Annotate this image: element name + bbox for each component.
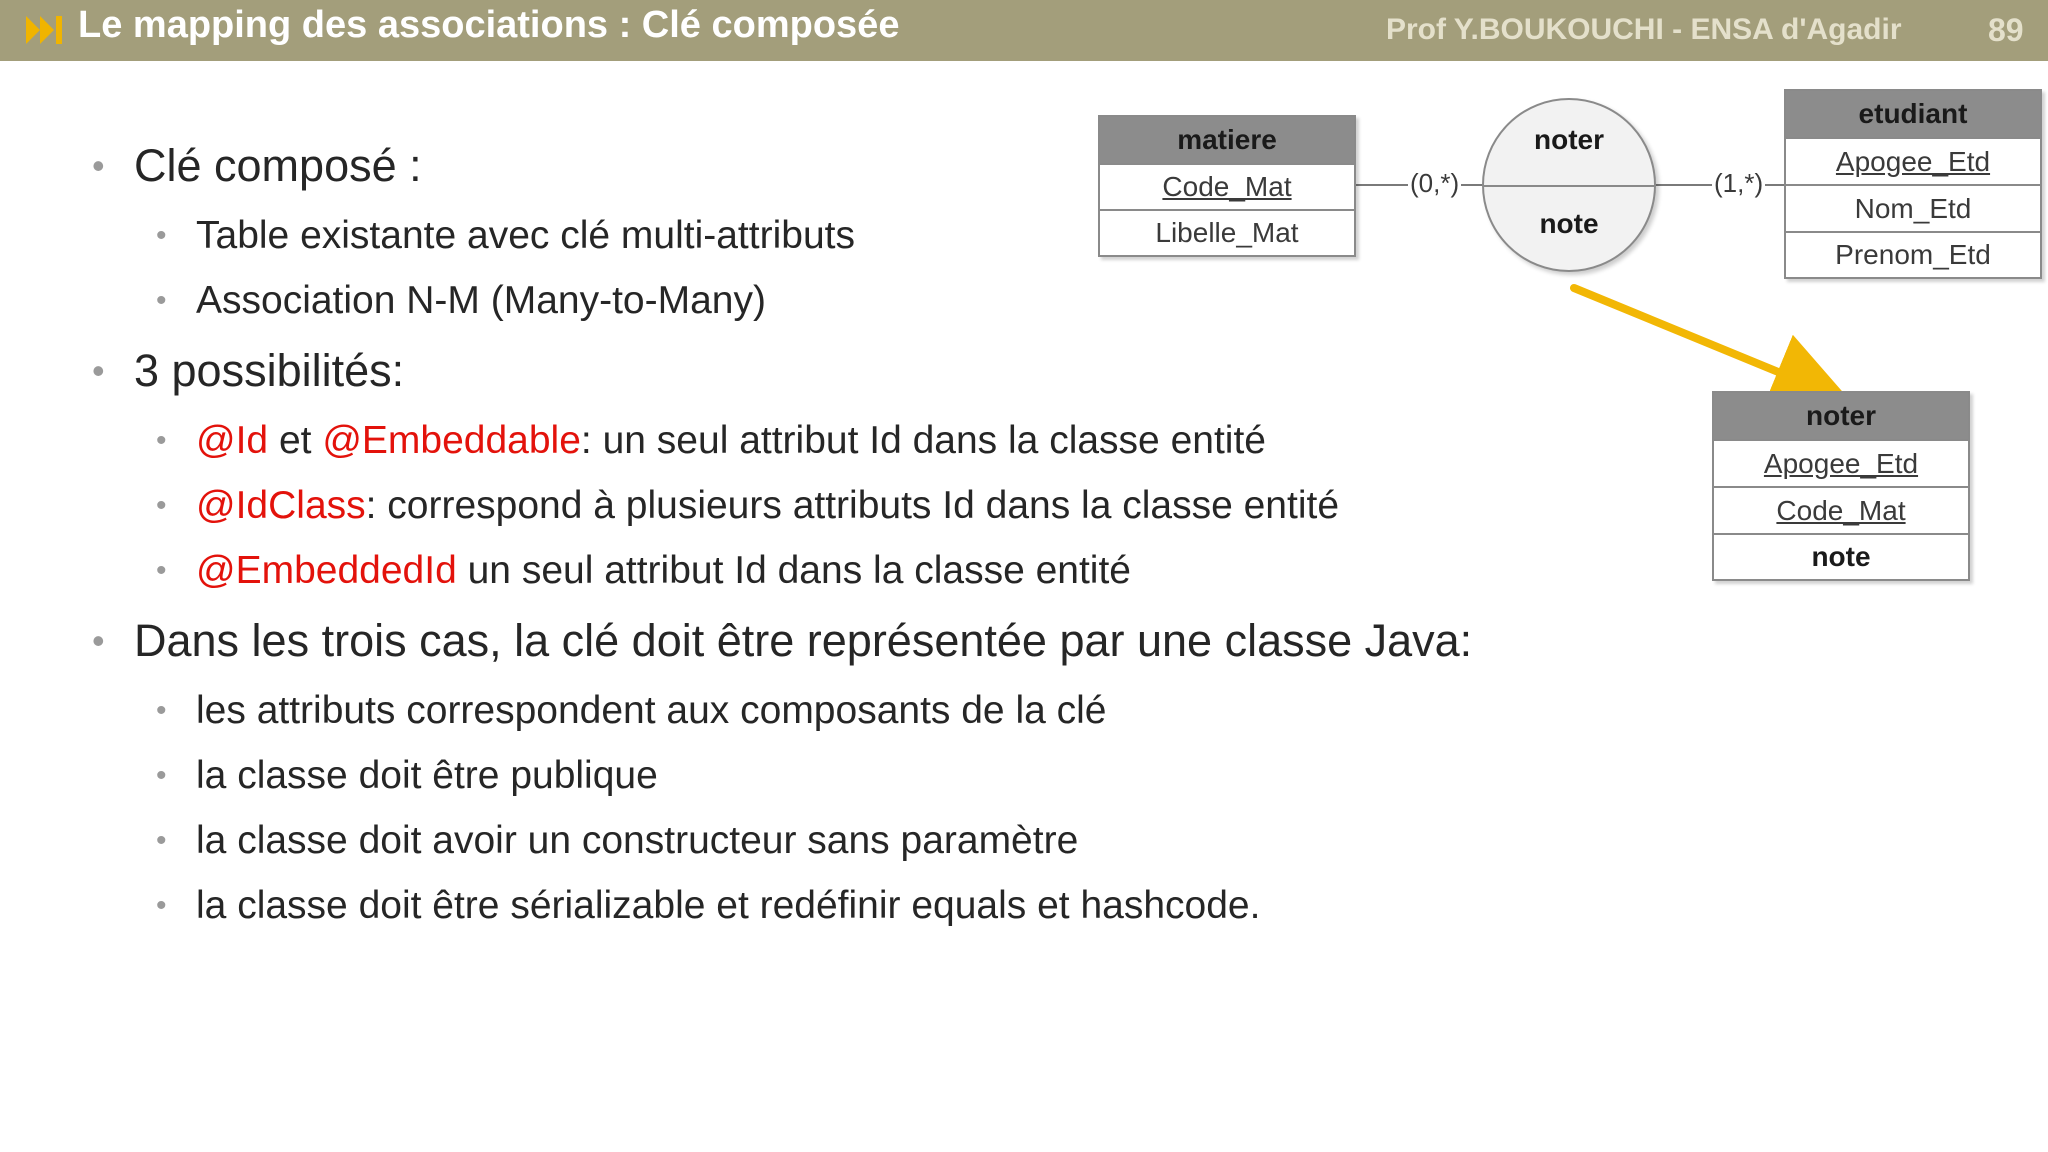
- bullet-dot: •: [156, 219, 167, 252]
- cardinality-left: (0,*): [1410, 168, 1460, 198]
- bullet-text: Association N-M (Many-to-Many): [196, 279, 766, 322]
- bullet-text: un seul attribut Id dans la classe entité: [456, 549, 1132, 592]
- association-name: noter: [1534, 124, 1604, 155]
- fast-forward-icon: [24, 10, 68, 50]
- entity-key-field: Code_Mat: [1100, 165, 1354, 211]
- bullet-text: Table existante avec clé multi-attributs: [196, 214, 855, 257]
- bullet-dot: •: [156, 694, 167, 727]
- sub-bullet-embeddedid: [156, 546, 1132, 596]
- bullet-dot: •: [92, 350, 105, 391]
- cardinality-right: (1,*): [1714, 168, 1764, 198]
- sub-bullet-serializable: [156, 881, 1261, 931]
- bullet-dot: •: [156, 759, 167, 792]
- association-divider: [1484, 185, 1654, 187]
- bullet-dot: •: [156, 424, 167, 457]
- bullet-text: et: [268, 419, 323, 462]
- entity-header: matiere: [1100, 117, 1354, 165]
- bullet-text: : correspond à plusieurs attributs Id dans la classe entité: [365, 484, 1340, 527]
- keyword-idclass: @IdClass: [196, 484, 366, 527]
- entity-key-field: Apogee_Etd: [1786, 139, 2040, 186]
- entity-matiere: [1098, 115, 1356, 257]
- sub-bullet-constructeur: [156, 816, 1079, 866]
- bullet-3-possibilites: [92, 343, 405, 399]
- header-bar: [0, 0, 2048, 61]
- entity-header: etudiant: [1786, 91, 2040, 139]
- entity-etudiant: [1784, 89, 2042, 279]
- table-field: note: [1811, 541, 1871, 572]
- bullet-text: les attributs correspondent aux composants de la clé: [196, 689, 1107, 732]
- table-noter: [1712, 391, 1970, 581]
- bullet-dot: •: [92, 620, 105, 661]
- bullet-cle-compose: [92, 138, 422, 194]
- keyword-id: @Id: [196, 419, 269, 462]
- keyword-embeddedid: @EmbeddedId: [196, 549, 457, 592]
- bullet-dot: •: [156, 889, 167, 922]
- sub-bullet-table-existante: [156, 211, 855, 261]
- association-attribute: note: [1539, 208, 1599, 239]
- bullet-text: la classe doit être sérializable et redéfinir equals et hashcode.: [196, 884, 1261, 927]
- sub-bullet-idclass: [156, 481, 1340, 531]
- sub-bullet-publique: [156, 751, 658, 801]
- bullet-text: la classe doit avoir un constructeur sans paramètre: [196, 819, 1079, 862]
- bullet-dot: •: [156, 824, 167, 857]
- keyword-embeddable: @Embeddable: [322, 419, 581, 462]
- entity-field: Prenom_Etd: [1835, 239, 1991, 270]
- bullet-dot: •: [92, 145, 105, 186]
- entity-field: Nom_Etd: [1786, 186, 2040, 233]
- sub-bullet-attributs: [156, 686, 1107, 736]
- bullet-dot: •: [156, 489, 167, 522]
- bullet-dot: •: [156, 554, 167, 587]
- slide-title: Le mapping des associations : Clé composée: [78, 4, 900, 46]
- sub-bullet-association-nm: [156, 276, 766, 326]
- bullet-text: Clé composé :: [134, 140, 422, 191]
- sub-bullet-id-embeddable: [156, 416, 1266, 466]
- bullet-text: la classe doit être publique: [196, 754, 658, 797]
- bullet-text: : un seul attribut Id dans la classe entité: [580, 419, 1266, 462]
- table-key-field: Apogee_Etd: [1714, 441, 1968, 488]
- bullet-text: 3 possibilités:: [134, 345, 405, 396]
- entity-field: Libelle_Mat: [1155, 217, 1299, 248]
- bullet-text: Dans les trois cas, la clé doit être représentée par une classe Java:: [134, 615, 1473, 666]
- table-header: noter: [1714, 393, 1968, 441]
- transformation-arrow: [1574, 288, 1822, 390]
- author-label: Prof Y.BOUKOUCHI - ENSA d'Agadir: [1386, 13, 1902, 46]
- association-noter: [1482, 98, 1656, 272]
- table-key-field: Code_Mat: [1714, 488, 1968, 535]
- page-number: 89: [1988, 12, 2024, 48]
- bullet-trois-cas: [92, 613, 1473, 669]
- bullet-dot: •: [156, 284, 167, 317]
